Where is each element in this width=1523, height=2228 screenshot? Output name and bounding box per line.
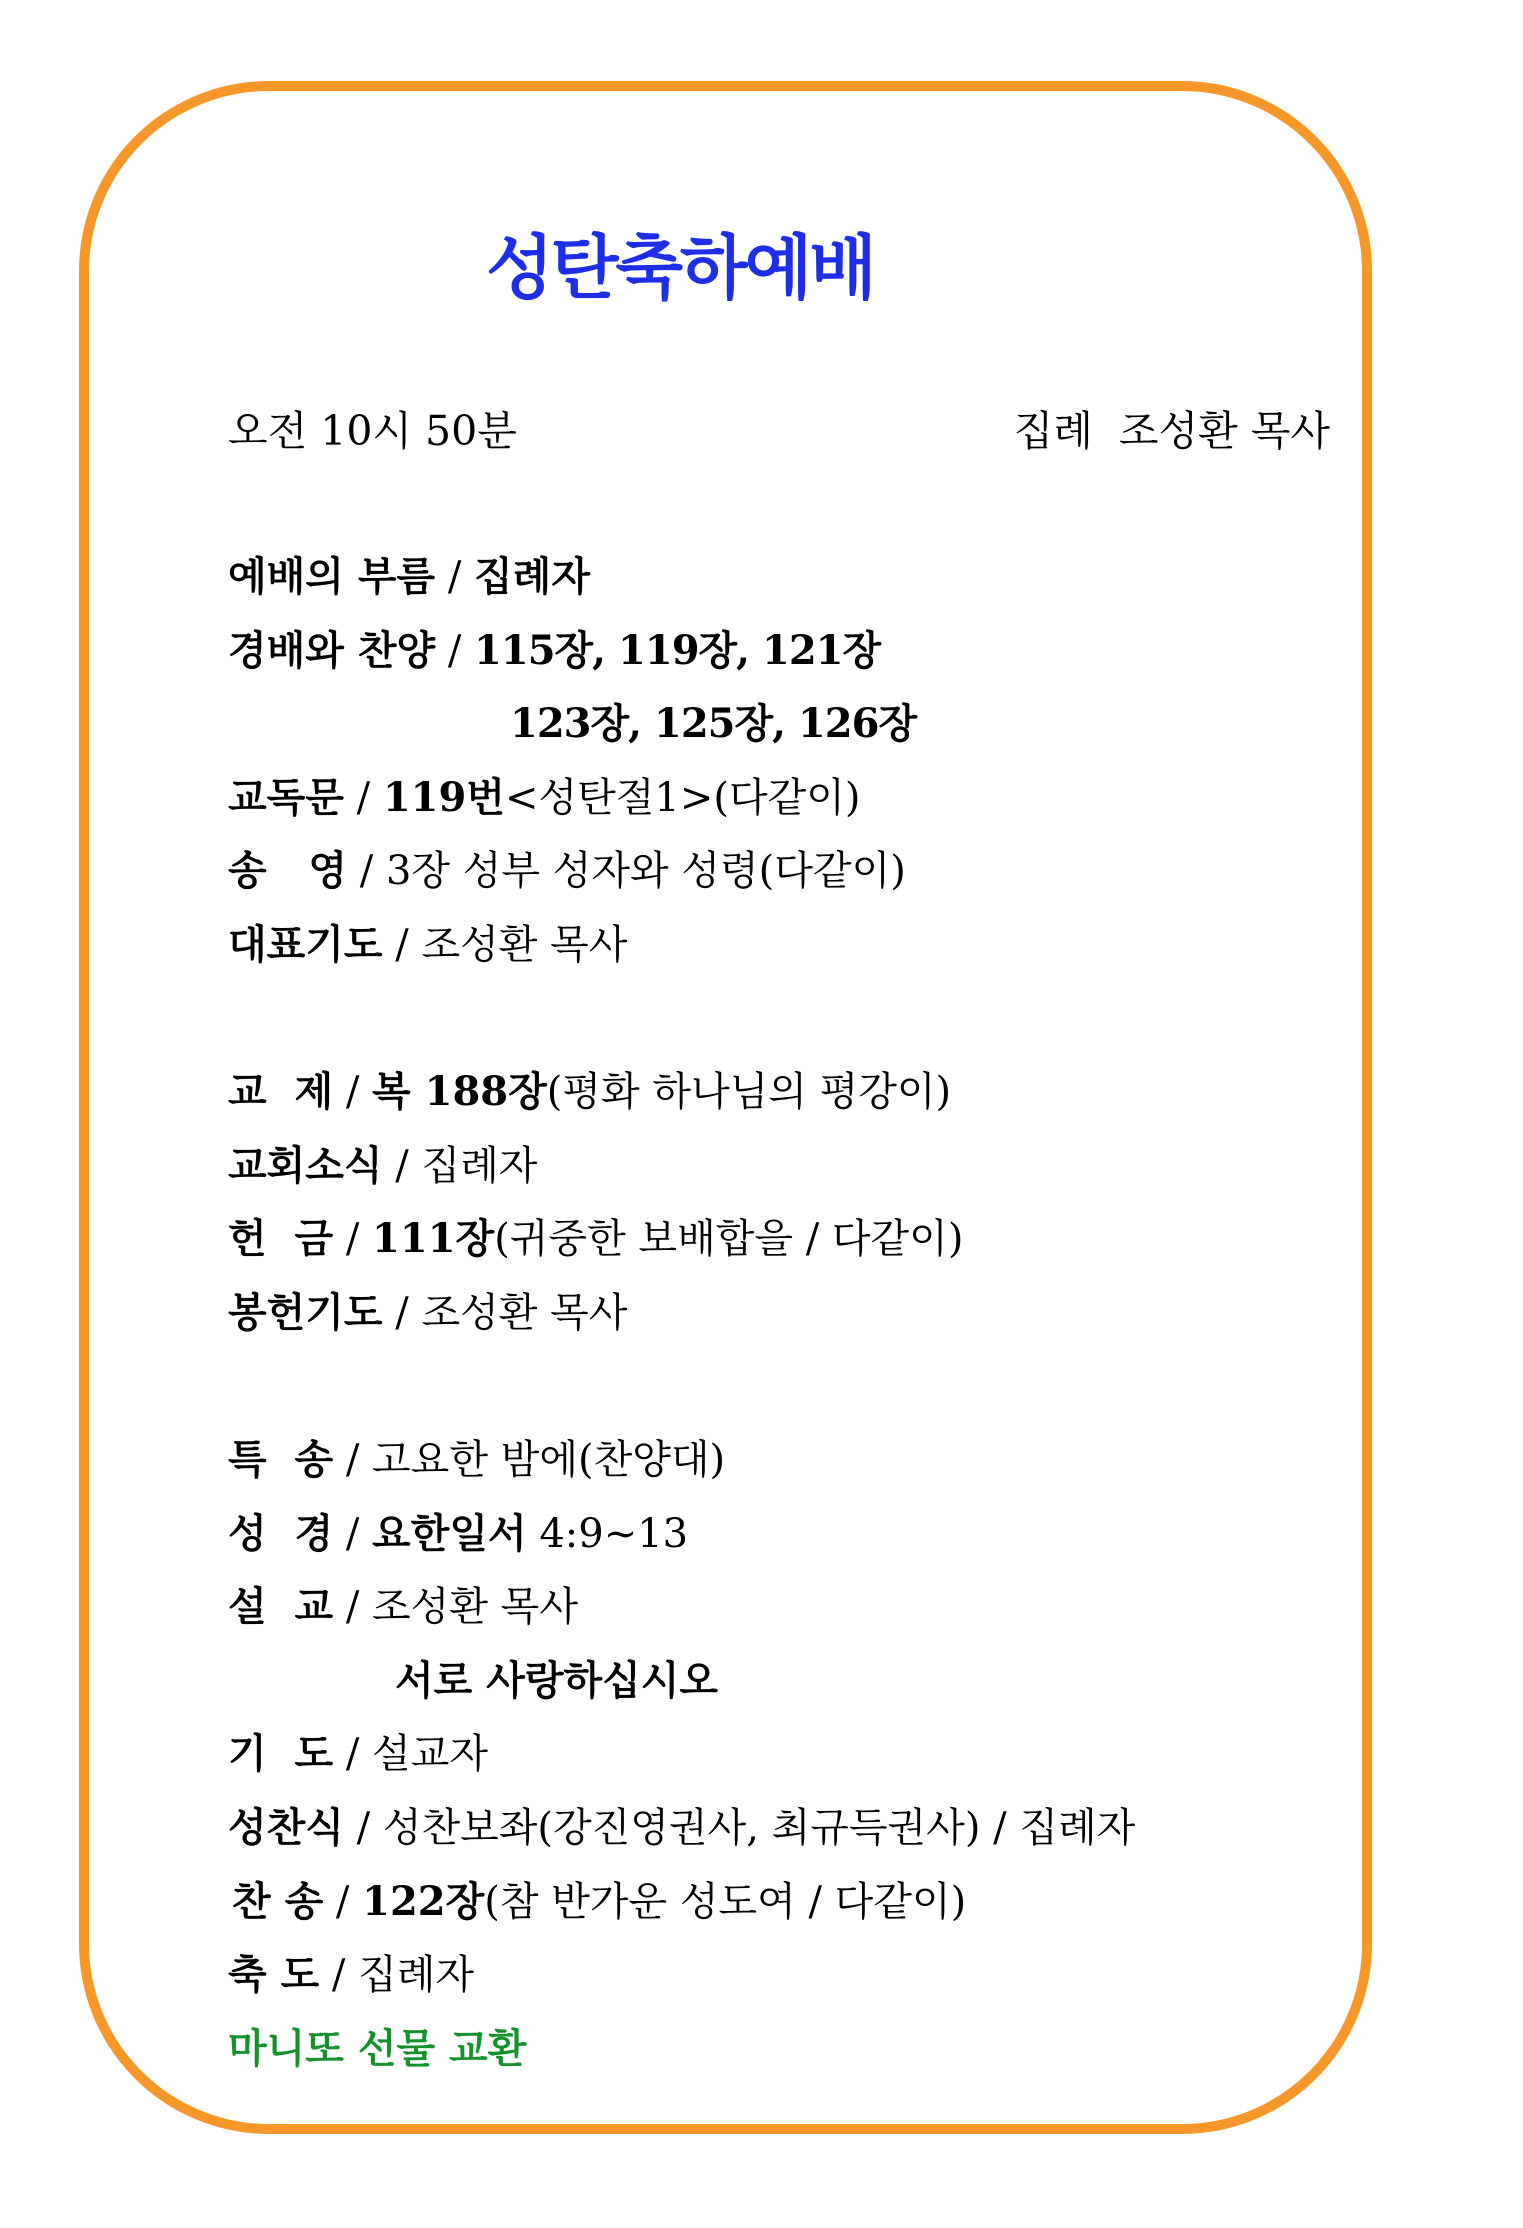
- item-label: 찬 송: [232, 1878, 324, 1925]
- item-value: 성찬보좌(강진영권사, 최규득권사) / 집례자: [382, 1805, 1136, 1851]
- item-separator: /: [333, 1511, 373, 1557]
- item-value-bold: 집례자: [474, 553, 590, 600]
- item-separator: /: [435, 554, 475, 600]
- item-label: 예배의 부름: [228, 553, 436, 600]
- order-item: [228, 1436, 725, 1484]
- item-value: 4:9~13: [526, 1511, 689, 1557]
- item-value: 집례자: [421, 1143, 538, 1189]
- item-value: 조성환 목사: [372, 1584, 578, 1630]
- item-label: 특 송: [228, 1436, 334, 1483]
- item-label: 교독문: [228, 774, 344, 821]
- item-separator: /: [435, 628, 475, 674]
- order-item: [228, 1510, 688, 1558]
- item-value-bold: 119번: [382, 774, 505, 821]
- item-value: 집례자: [358, 1952, 475, 1998]
- item-label: 성 경: [228, 1510, 334, 1557]
- order-item: [228, 1068, 951, 1116]
- item-value: (참 반가운 성도여 / 다같이): [484, 1879, 967, 1925]
- item-label: 경배와 찬양: [228, 627, 436, 674]
- item-separator: /: [333, 1069, 373, 1115]
- order-item: [232, 1878, 966, 1926]
- sermon-title-text: 서로 사랑하십시오: [395, 1657, 719, 1704]
- item-value: 설교자: [372, 1731, 488, 1777]
- item-value: 3장 성부 성자와 성령(다같이): [385, 848, 906, 894]
- order-item: [228, 847, 906, 895]
- order-item: [228, 1804, 1135, 1852]
- item-separator: /: [343, 1805, 383, 1851]
- item-separator: /: [333, 1584, 373, 1630]
- item-label: 교 제: [228, 1068, 334, 1115]
- sermon-title: [395, 1657, 718, 1705]
- order-item: [228, 1730, 488, 1778]
- service-time: 오전 10시 50분: [228, 407, 517, 455]
- order-item: [228, 1289, 627, 1337]
- item-value: (평화 하나님의 평강이): [546, 1069, 952, 1115]
- item-separator: /: [382, 922, 422, 968]
- page-title: 성탄축하예배: [486, 227, 874, 309]
- order-item: [228, 553, 590, 601]
- item-value-bold: 115장, 119장, 121장: [474, 627, 881, 674]
- item-separator: /: [323, 1879, 363, 1925]
- item-label: 설 교: [228, 1583, 334, 1630]
- closing-note: 마니또 선물 교환: [228, 2026, 527, 2072]
- order-item: [228, 1583, 578, 1631]
- item-separator: /: [319, 1952, 359, 1998]
- item-value: <성탄절1>(다같이): [504, 775, 861, 821]
- item-separator: /: [333, 1437, 373, 1483]
- order-item: [228, 1142, 537, 1190]
- order-item: [228, 627, 880, 675]
- item-value: 고요한 밤에(찬양대): [372, 1437, 726, 1483]
- item-label: 교회소식: [228, 1142, 383, 1189]
- item-separator: /: [343, 775, 383, 821]
- item-value-bold: 123장, 125장, 126장: [510, 700, 917, 747]
- order-item-continued: [510, 700, 916, 748]
- item-label: 기 도: [228, 1730, 334, 1777]
- item-separator: /: [333, 1216, 373, 1262]
- item-label: 대표기도: [228, 921, 383, 968]
- order-item: [228, 921, 627, 969]
- item-label: 성찬식: [228, 1804, 344, 1851]
- item-label: 송 영: [228, 847, 348, 894]
- item-value: (귀중한 보배합을 / 다같이): [494, 1216, 964, 1262]
- item-label: 축 도: [228, 1951, 320, 1998]
- item-separator: /: [382, 1143, 422, 1189]
- item-value: 조성환 목사: [421, 1290, 628, 1336]
- item-separator: /: [333, 1731, 373, 1777]
- item-separator: /: [382, 1290, 422, 1336]
- item-value-bold: 111장: [372, 1215, 495, 1262]
- order-item: [228, 1215, 963, 1263]
- order-item: [228, 774, 861, 822]
- officiant: 집례 조성환 목사: [1013, 407, 1330, 455]
- item-value-bold: 122장: [362, 1878, 485, 1925]
- item-label: 봉헌기도: [228, 1289, 383, 1336]
- item-value-bold: 요한일서: [372, 1510, 527, 1557]
- item-separator: /: [347, 848, 386, 894]
- item-label: 헌 금: [228, 1215, 334, 1262]
- item-value: 조성환 목사: [421, 922, 628, 968]
- item-value-bold: 복 188장: [372, 1068, 547, 1115]
- order-item: [228, 1951, 474, 1999]
